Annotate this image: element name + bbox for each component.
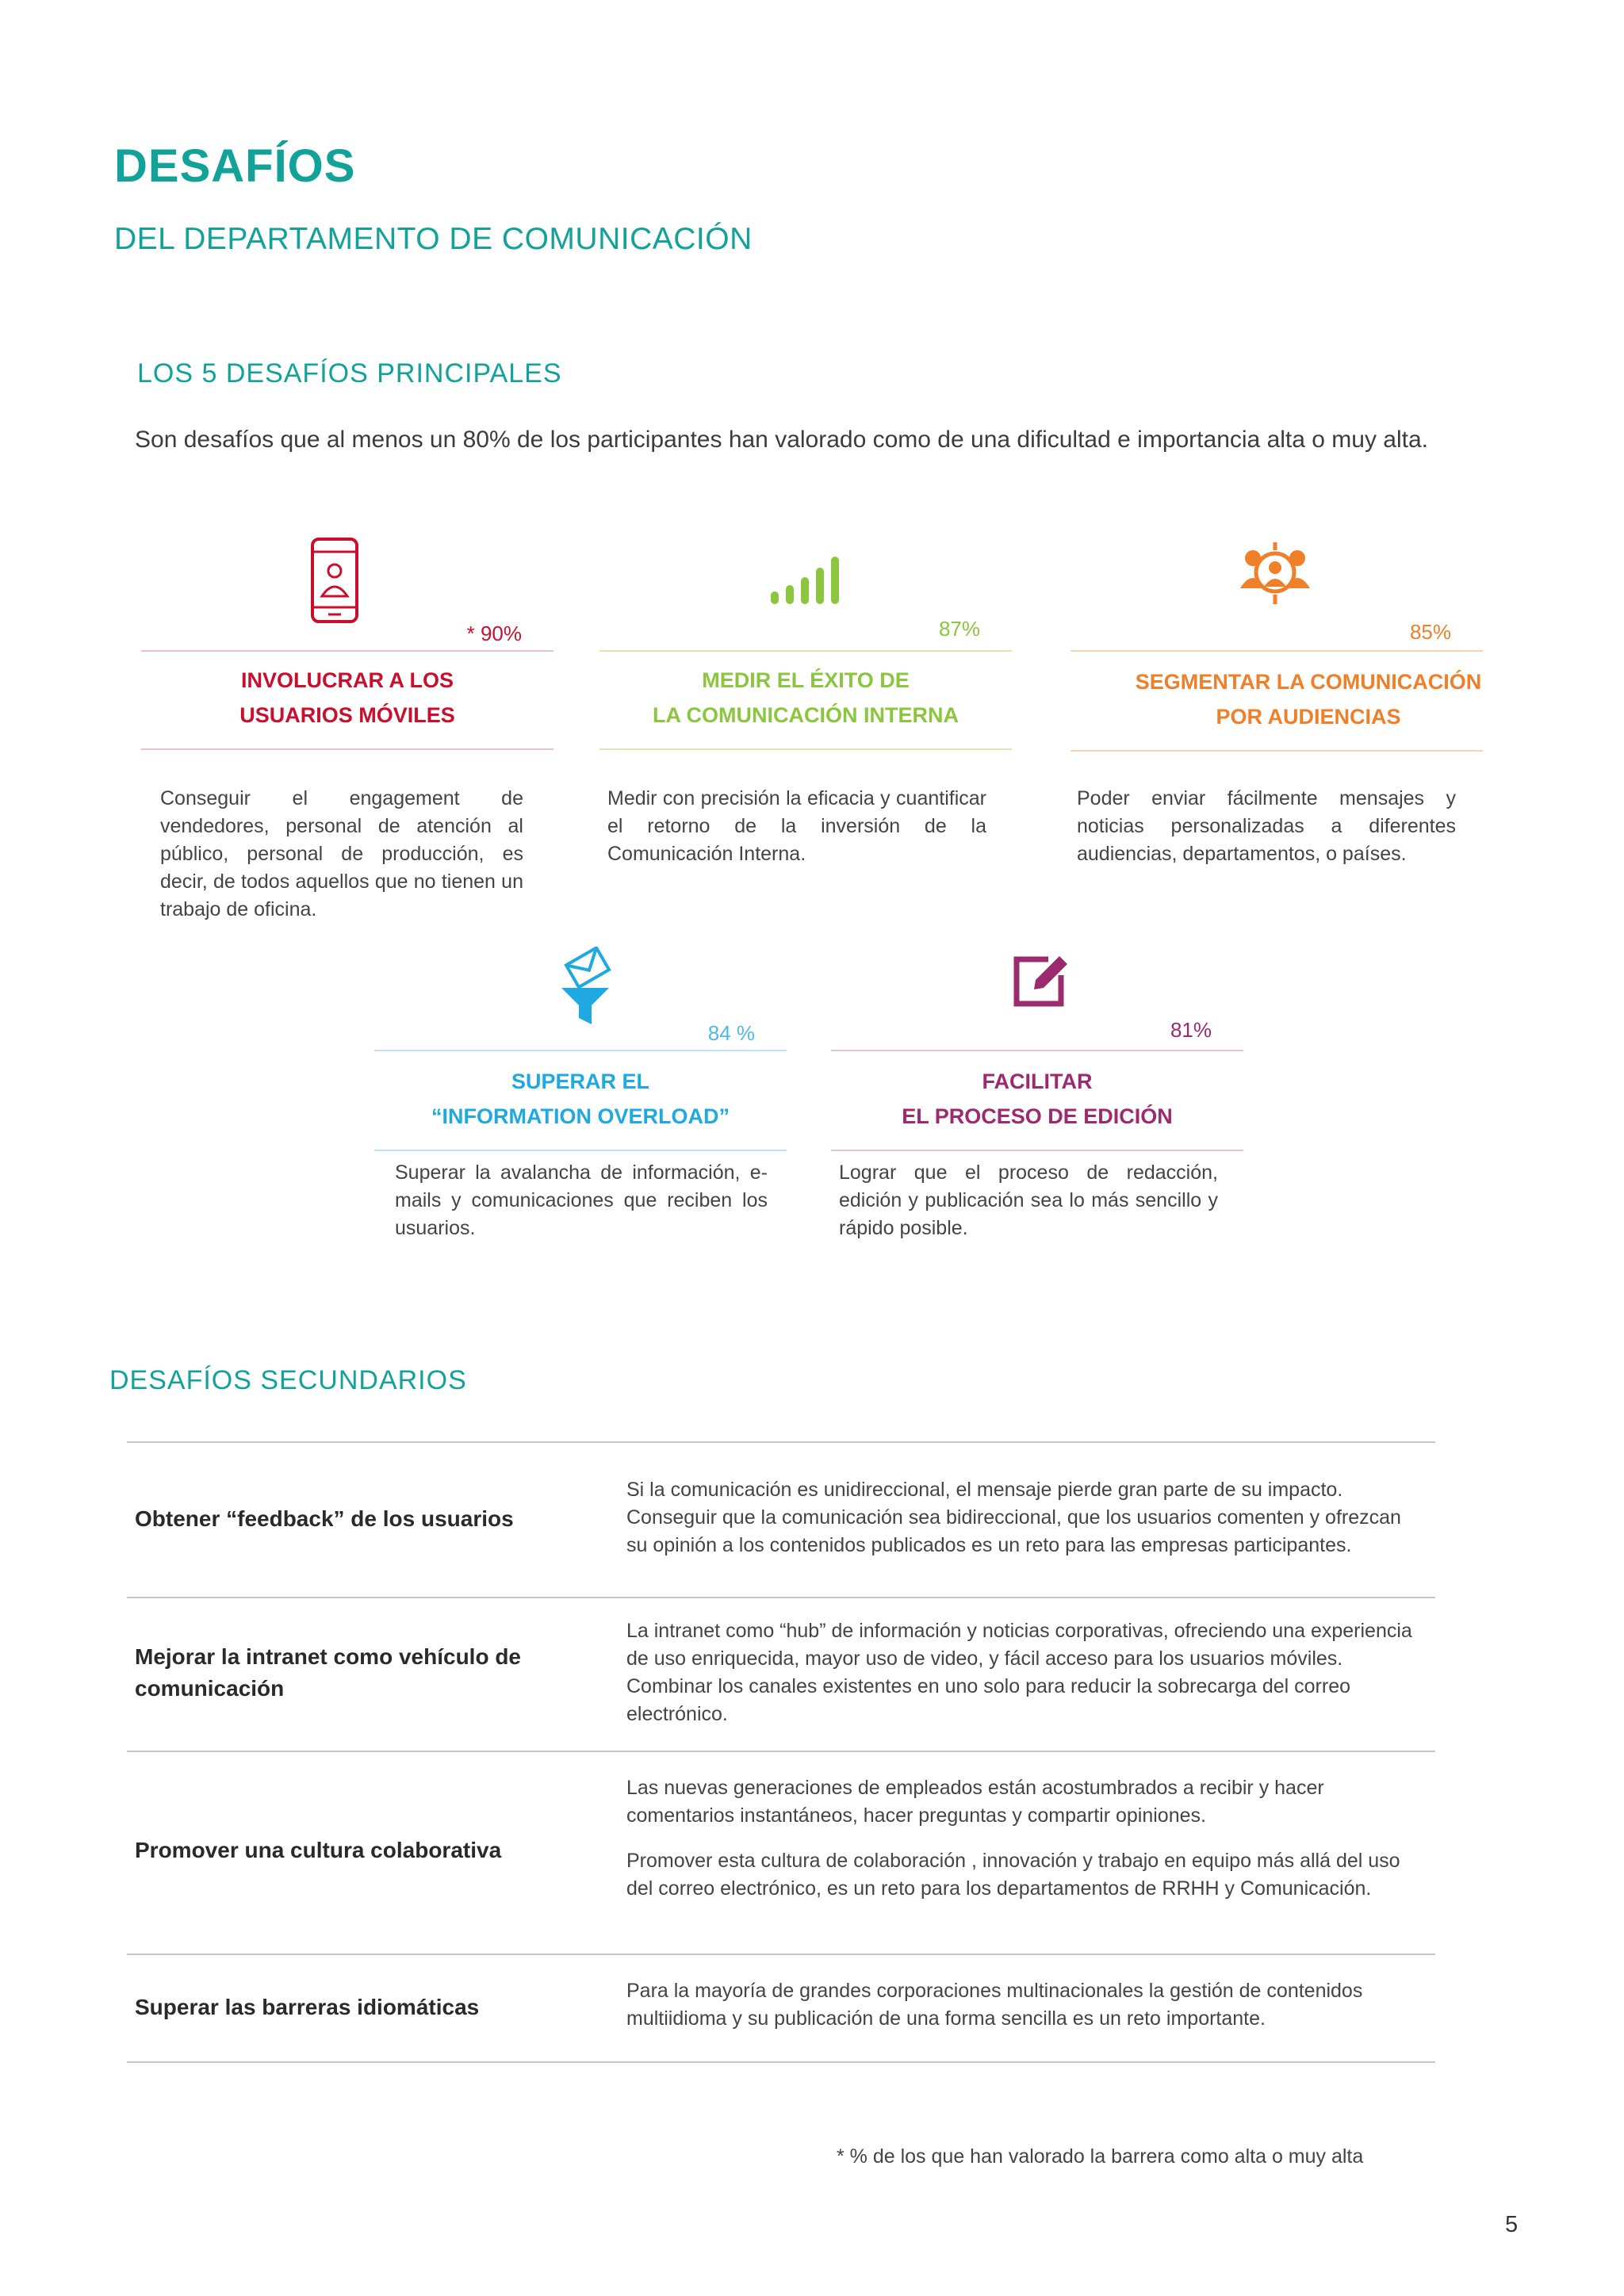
row-text: Si la comunicación es unidireccional, el mensaje pierde gran parte de su impacto. Conseguir que la comunicación sea bidireccional, que los usuarios comenten y ofrezcan su opinión a los contenidos publicados es un reto para las empresas participantes. (626, 1479, 1401, 1556)
challenge-card-overload (374, 940, 787, 1257)
edit-icon (1012, 951, 1071, 1010)
row-label: Superar las barreras idiomáticas (135, 1995, 480, 2019)
table-row (127, 1954, 1435, 2061)
card-title (831, 1064, 1243, 1134)
card-description: Medir con precisión la eficacia y cuantificar el retorno de la inversión de la Comunicación Interna. (607, 787, 986, 865)
card-bottom-divider (1071, 750, 1483, 752)
row-text: La intranet como “hub” de información y noticias corporativas, ofreciendo una experiencia de uso enriquecida, mayor uso de video, y fácil acceso para los usuarios móviles. Combinar los canales existentes en uno solo para reducir la sobrecarga del correo electrónico. (626, 1620, 1412, 1725)
card-description: Superar la avalancha de información, e-mails y comunicaciones que reciben los usuarios. (395, 1161, 768, 1239)
mail-funnel-icon (557, 947, 614, 1027)
page-number: 5 (1505, 2212, 1519, 2237)
card-title (374, 1064, 787, 1134)
row-text: Las nuevas generaciones de empleados están acostumbrados a recibir y hacer comentarios instantáneos, hacer preguntas y compartir opiniones. (626, 1777, 1324, 1827)
page-subtitle: DEL DEPARTAMENTO DE COMUNICACIÓN (114, 222, 753, 256)
card-title-line2: LA COMUNICACIÓN INTERNA (653, 703, 959, 727)
card-percent: 87% (938, 617, 980, 641)
card-title (599, 663, 1012, 733)
card-title-line2: “INFORMATION OVERLOAD” (431, 1104, 730, 1128)
smartphone-user-icon (309, 536, 360, 625)
card-title (141, 663, 553, 733)
card-title-line1: SEGMENTAR LA COMUNICACIÓN (1135, 670, 1482, 694)
card-top-divider (141, 650, 553, 652)
card-title-line1: SUPERAR EL (511, 1070, 650, 1093)
card-title-line1: INVOLUCRAR A LOS (241, 668, 454, 692)
section-intro: Son desafíos que al menos un 80% de los participantes han valorado como de una dificultad e importancia alta o muy alta. (135, 427, 1429, 453)
row-label: Promover una cultura colaborativa (135, 1838, 502, 1862)
card-title-line1: FACILITAR (982, 1070, 1093, 1093)
card-bottom-divider (141, 748, 553, 750)
table-row (127, 1751, 1435, 1954)
card-description: Conseguir el engagement de vendedores, personal de atención al público, personal de producción, es decir, de todos aquellos que no tienen un trabajo de oficina. (160, 787, 523, 920)
card-title-line1: MEDIR EL ÉXITO DE (702, 668, 910, 692)
challenge-card-mobile (141, 523, 553, 936)
table-divider (127, 2061, 1435, 2063)
card-percent: 84 % (707, 1021, 755, 1045)
section-heading-main: LOS 5 DESAFÍOS PRINCIPALES (137, 358, 562, 388)
section-heading-secondary: DESAFÍOS SECUNDARIOS (109, 1365, 467, 1395)
footnote: * % de los que han valorado la barrera como alta o muy alta (837, 2145, 1364, 2168)
card-description: Lograr que el proceso de redacción, edición y publicación sea lo más sencillo y rápido posible. (839, 1161, 1218, 1239)
challenge-card-measure (599, 523, 1012, 865)
page-title: DESAFÍOS (114, 140, 356, 192)
row-label: Obtener “feedback” de los usuarios (135, 1506, 514, 1531)
audience-target-icon (1237, 539, 1313, 607)
challenge-card-segment (1071, 523, 1483, 865)
card-bottom-divider (599, 748, 1012, 750)
card-title-line2: POR AUDIENCIAS (1216, 705, 1401, 729)
card-top-divider (374, 1050, 787, 1051)
table-row (127, 1441, 1435, 1597)
card-percent: 85% (1409, 620, 1451, 644)
signal-bars-icon (769, 550, 845, 606)
card-bottom-divider (831, 1150, 1243, 1151)
card-top-divider (599, 650, 1012, 652)
card-percent: 81% (1170, 1018, 1212, 1042)
card-top-divider (831, 1050, 1243, 1051)
row-label: Mejorar la intranet como vehículo de comunicación (135, 1644, 522, 1701)
card-top-divider (1071, 650, 1483, 652)
card-description: Poder enviar fácilmente mensajes y noticias personalizadas a diferentes audiencias, departamentos, o países. (1077, 787, 1456, 865)
row-text-second: Promover esta cultura de colaboración , innovación y trabajo en equipo más allá del uso del correo electrónico, es un reto para los departamentos de RRHH y Comunicación. (626, 1850, 1400, 1900)
challenge-card-editing (831, 940, 1243, 1257)
card-title-line2: EL PROCESO DE EDICIÓN (902, 1104, 1173, 1128)
card-percent: * 90% (466, 622, 522, 645)
row-text: Para la mayoría de grandes corporaciones multinacionales la gestión de contenidos multiidioma y su publicación de una forma sencilla es un reto importante. (626, 1980, 1363, 2030)
card-title-line2: USUARIOS MÓVILES (239, 703, 455, 727)
card-bottom-divider (374, 1150, 787, 1151)
card-title (1102, 664, 1515, 734)
table-row (127, 1597, 1435, 1751)
